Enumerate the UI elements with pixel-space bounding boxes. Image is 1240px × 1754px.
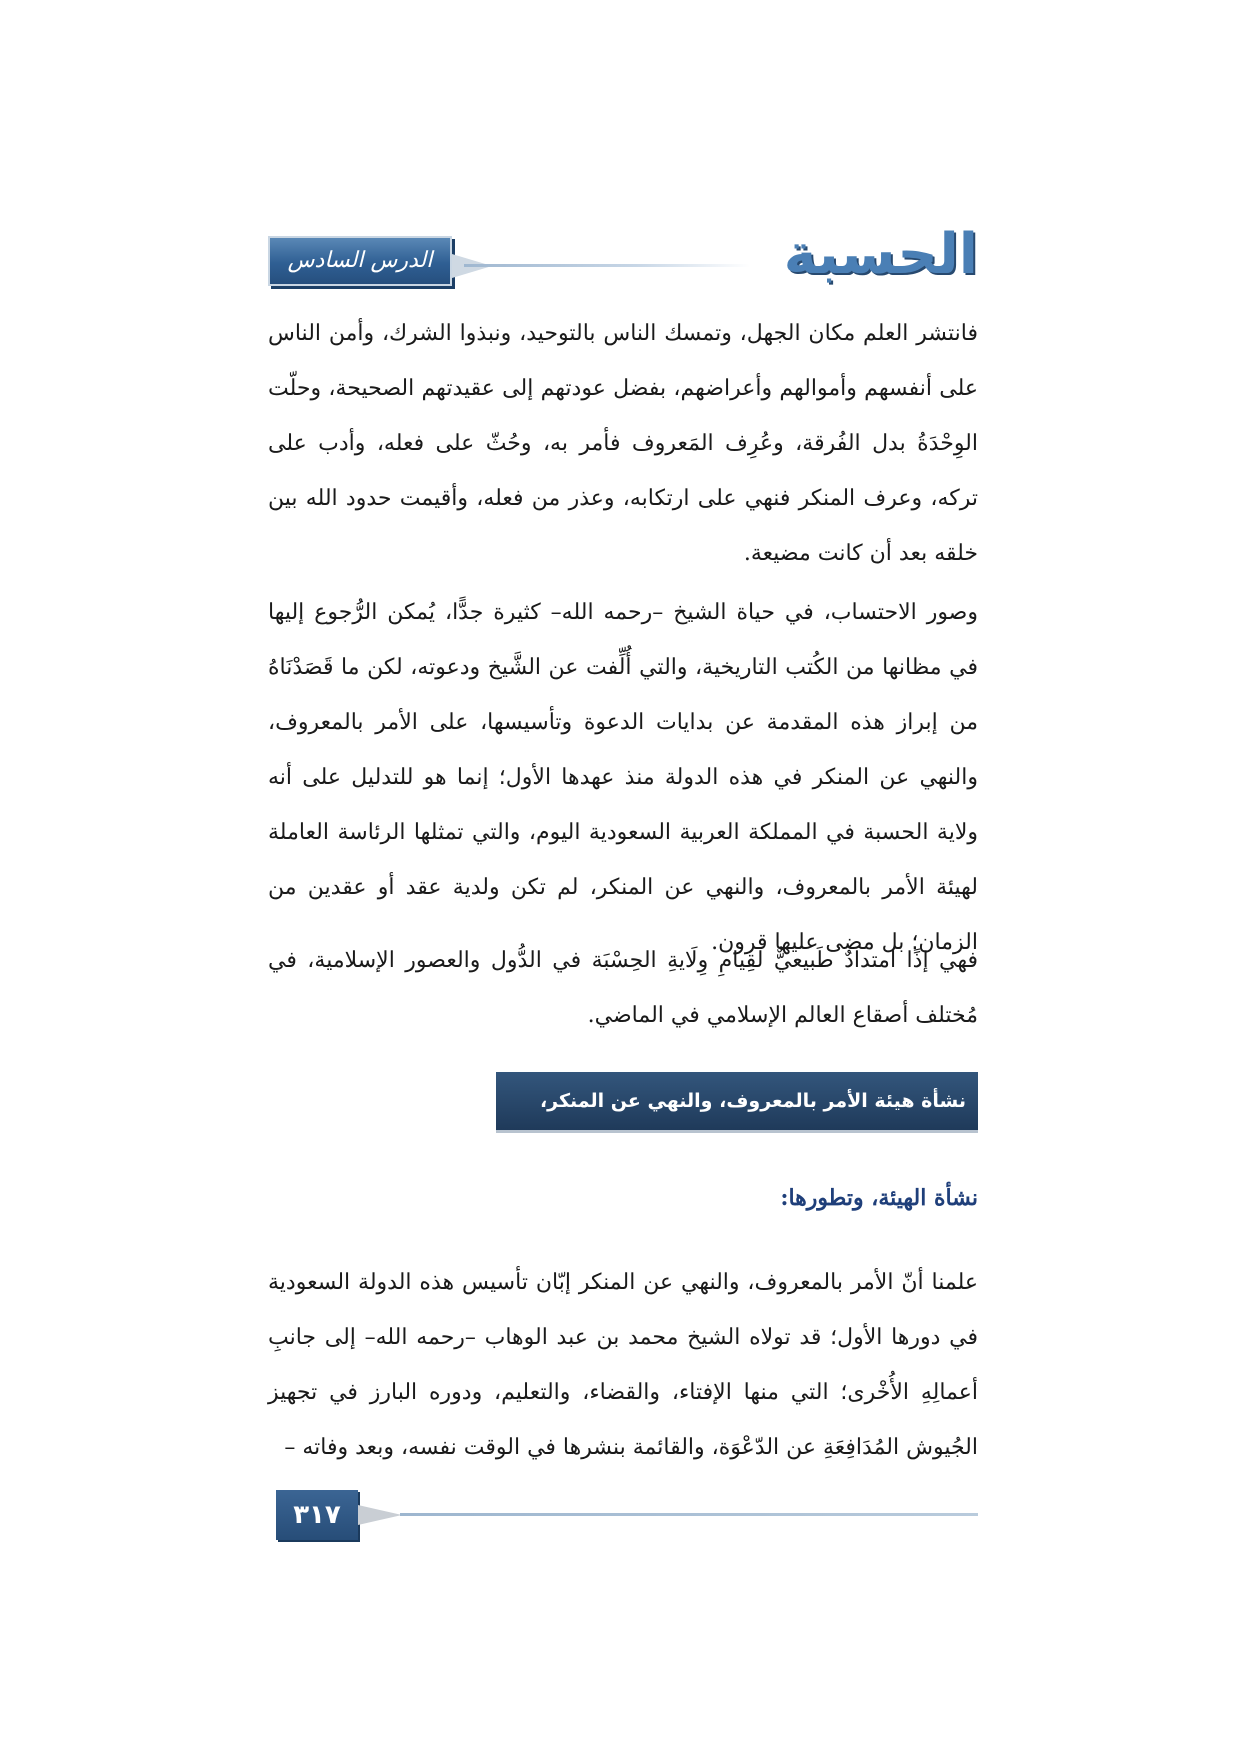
- paragraph-2: [268, 585, 978, 970]
- paragraph-text: علمنا أنّ الأمر بالمعروف، والنهي عن المنكر إبّان تأسيس هذه الدولة السعودية في دورها الأول؛ قد تولاه الشيخ محمد بن عبد الوهاب –رحمه الله– إلى جانبِ أعمالِهِ الأُخْرى؛ التي منها الإفتاء، والقضاء، والتعليم، ودوره البارز في تجهيز الجُيوش المُدَافِعَةِ عن الدّعْوَة، والقائمة بنشرها في الوقت نفسه، وبعد وفاته –: [268, 1270, 978, 1460]
- page-header: [268, 222, 978, 319]
- paragraph-text: فانتشر العلم مكان الجهل، وتمسك الناس بالتوحيد، ونبذوا الشرك، وأمن الناس على أنفسهم وأموالهم وأعراضهم، بفضل عودتهم إلى عقيدتهم الصحيحة، وحلّت الوِحْدَةُ بدل الفُرقة، وعُرِف المَعروف فأمر به، وحُثّ على فعله، وأدب على تركه، وعرف المنكر فنهي على ارتكابه، وعذر من فعله، وأقيمت حدود الله بين خلقه بعد أن كانت مضيعة.: [268, 321, 978, 566]
- footer-rule: [400, 1513, 978, 1516]
- paragraph-text: وصور الاحتساب، في حياة الشيخ –رحمه الله– كثيرة جدًّا، يُمكن الرُّجوع إليها في مظانها من الكُتب التاريخية، والتي أُلِّفت عن الشَّيخ ودعوته، لكن ما قَصَدْنَاهُ من إبراز هذه المقدمة عن بدايات الدعوة وتأسيسها، على الأمر بالمعروف، والنهي عن المنكر في هذه الدولة منذ عهدها الأول؛ إنما هو للتدليل على أنه ولاية الحسبة في المملكة العربية السعودية اليوم، والتي تمثلها الرئاسة العاملة لهيئة الأمر بالمعروف، والنهي عن المنكر، لم تكن ولدية عقد أو عقدين من الزمان؛ بل مضى عليها قرون.: [268, 600, 978, 955]
- paragraph-3: [268, 933, 978, 1043]
- paragraph-1: [268, 306, 978, 581]
- paragraph-4: [268, 1255, 978, 1475]
- subheading: نشأة الهيئة، وتطورها:: [780, 1185, 978, 1211]
- page-number: ٣١٧: [276, 1490, 358, 1540]
- book-title: الحسبة: [783, 222, 978, 287]
- paragraph-text: فهي إذًا امتدادٌ طَبيعيٌّ لقِيامِ وِلَايةِ الحِسْبَة في الدُّول والعصور الإسلامية، في مُختلف أصقاع العالم الإسلامي في الماضي.: [268, 948, 978, 1028]
- header-rule: [464, 264, 750, 267]
- lesson-badge: الدرس السادس عشر: [268, 236, 452, 286]
- footer-wedge-ornament: [358, 1505, 402, 1525]
- section-banner: نشأة هيئة الأمر بالمعروف، والنهي عن المنكر، وتطورها: [496, 1072, 978, 1130]
